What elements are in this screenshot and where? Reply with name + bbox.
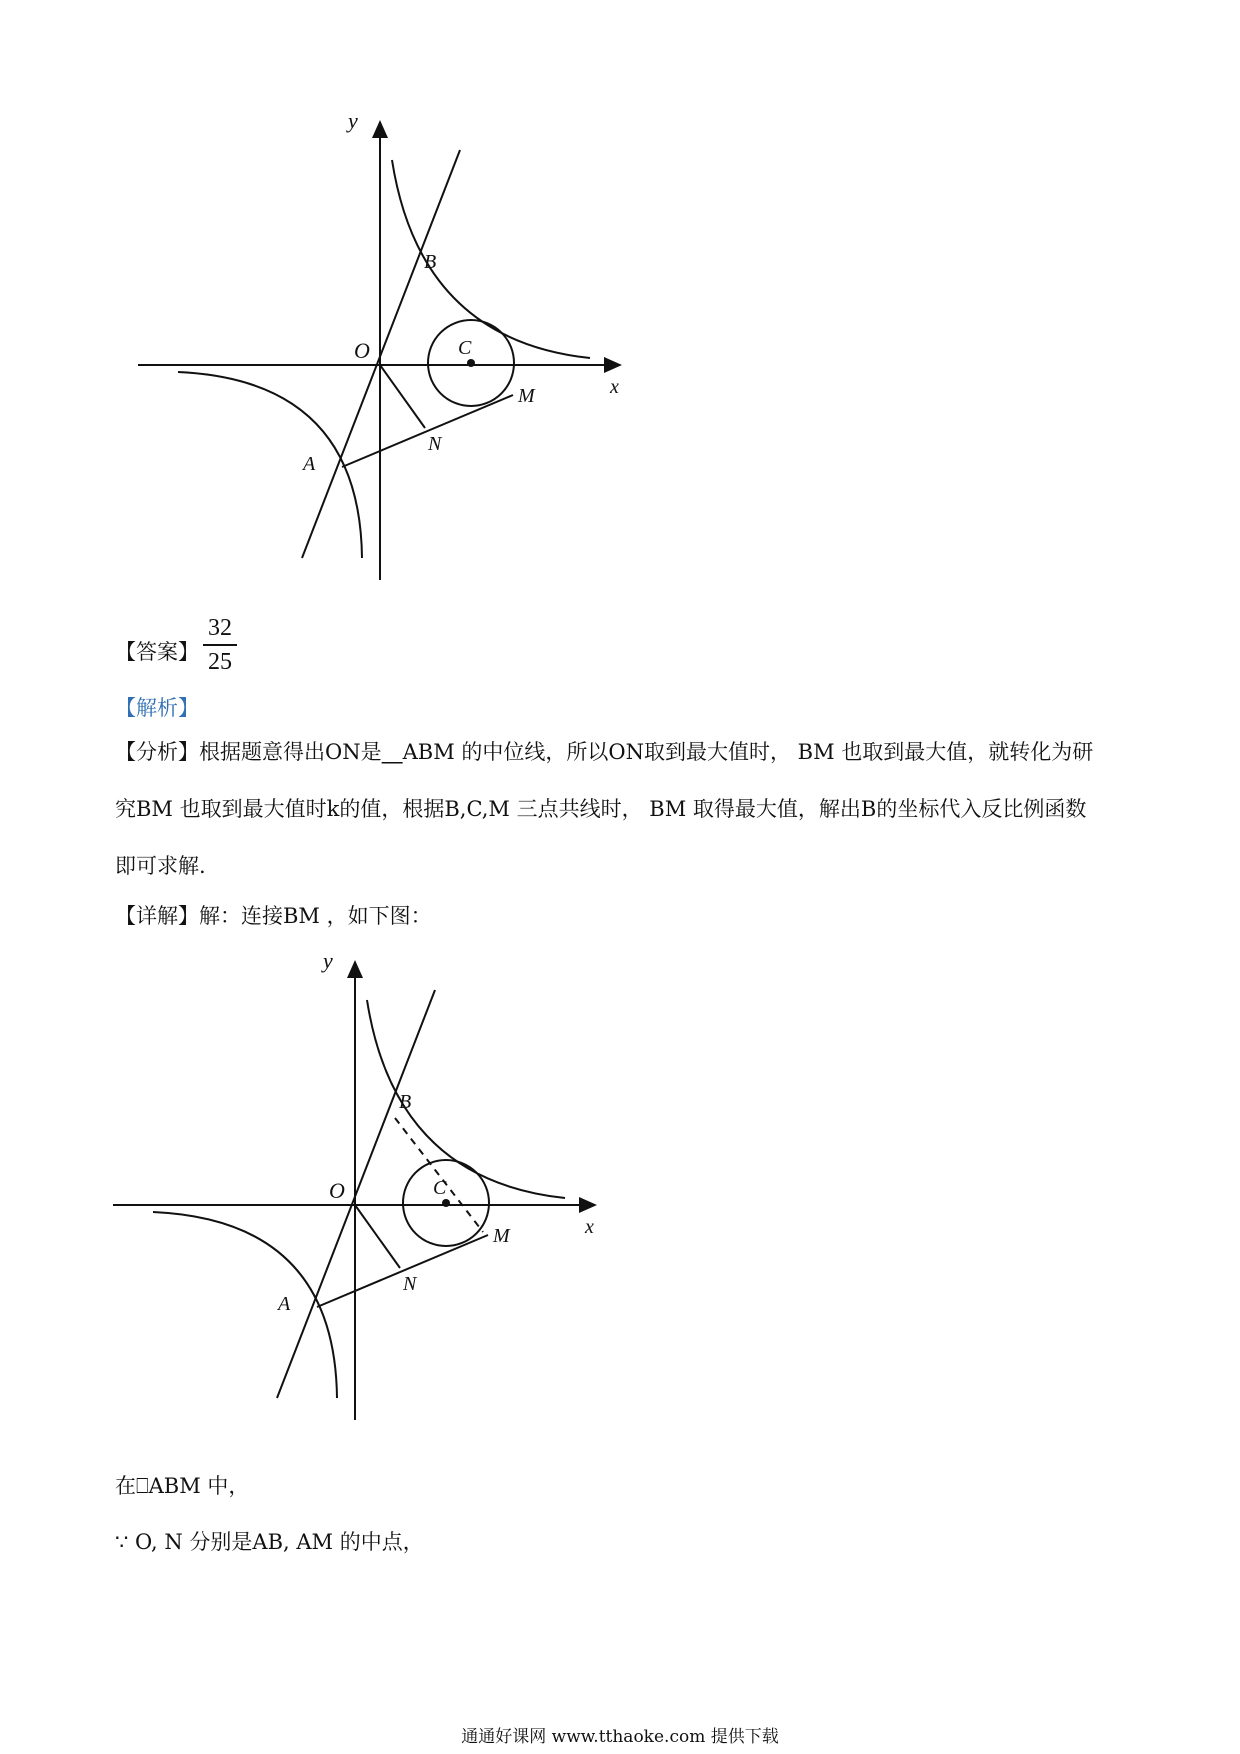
label-c: C — [458, 337, 472, 359]
body-line-2: ∵ O, N 分别是AB, AM 的中点， — [115, 1530, 424, 1554]
footer: 通通好课网 www.tthaoke.com 提供下载 — [461, 1727, 779, 1747]
label-n: N — [403, 1273, 417, 1295]
center-point-c — [442, 1199, 450, 1207]
answer-numerator: 32 — [208, 615, 232, 641]
segment-on — [355, 1205, 400, 1268]
label-y: y — [348, 110, 358, 133]
fenxi-line-3: 即可求解. — [115, 854, 206, 878]
label-y: y — [323, 950, 333, 973]
label-o: O — [354, 338, 370, 363]
answer-label: 【答案】 — [115, 640, 199, 664]
label-a: A — [278, 1293, 291, 1315]
figure-1 — [130, 110, 640, 590]
segment-on — [380, 365, 425, 428]
fraction-bar — [203, 644, 237, 646]
figure-2 — [105, 950, 615, 1430]
hyperbola-branch-q1 — [367, 1000, 565, 1198]
label-n: N — [428, 433, 442, 455]
hyperbola-branch-q1 — [392, 160, 590, 358]
xiangjie-line-1: 【详解】解：连接BM ，如下图： — [115, 904, 432, 928]
fenxi-line-1: 【分析】根据题意得出ON是⎽ABM 的中位线，所以ON取到最大值时， BM 也取到最大值，就转化为研 — [115, 740, 1094, 764]
fenxi-line-2: 究BM 也取到最大值时k的值，根据B,C,M 三点共线时， BM 取得最大值，解出B的坐标代入反比例函数 — [115, 797, 1087, 821]
dashed-segment-bm — [395, 1118, 483, 1232]
label-x: x — [610, 376, 619, 398]
segment-am — [342, 395, 513, 467]
label-x: x — [585, 1216, 594, 1238]
label-b: B — [424, 251, 437, 273]
analysis-label: 【解析】 — [115, 696, 199, 720]
label-a: A — [303, 453, 316, 475]
label-o: O — [329, 1178, 345, 1203]
answer-denominator: 25 — [208, 648, 232, 675]
hyperbola-branch-q3 — [153, 1212, 337, 1398]
hyperbola-branch-q3 — [178, 372, 362, 558]
label-m: M — [493, 1225, 510, 1247]
answer-fraction — [203, 614, 237, 676]
segment-am — [317, 1235, 488, 1307]
center-point-c — [467, 359, 475, 367]
body-line-1: 在⎕ABM 中， — [115, 1474, 250, 1498]
label-b: B — [399, 1091, 412, 1113]
label-m: M — [518, 385, 535, 407]
label-c: C — [433, 1177, 447, 1199]
